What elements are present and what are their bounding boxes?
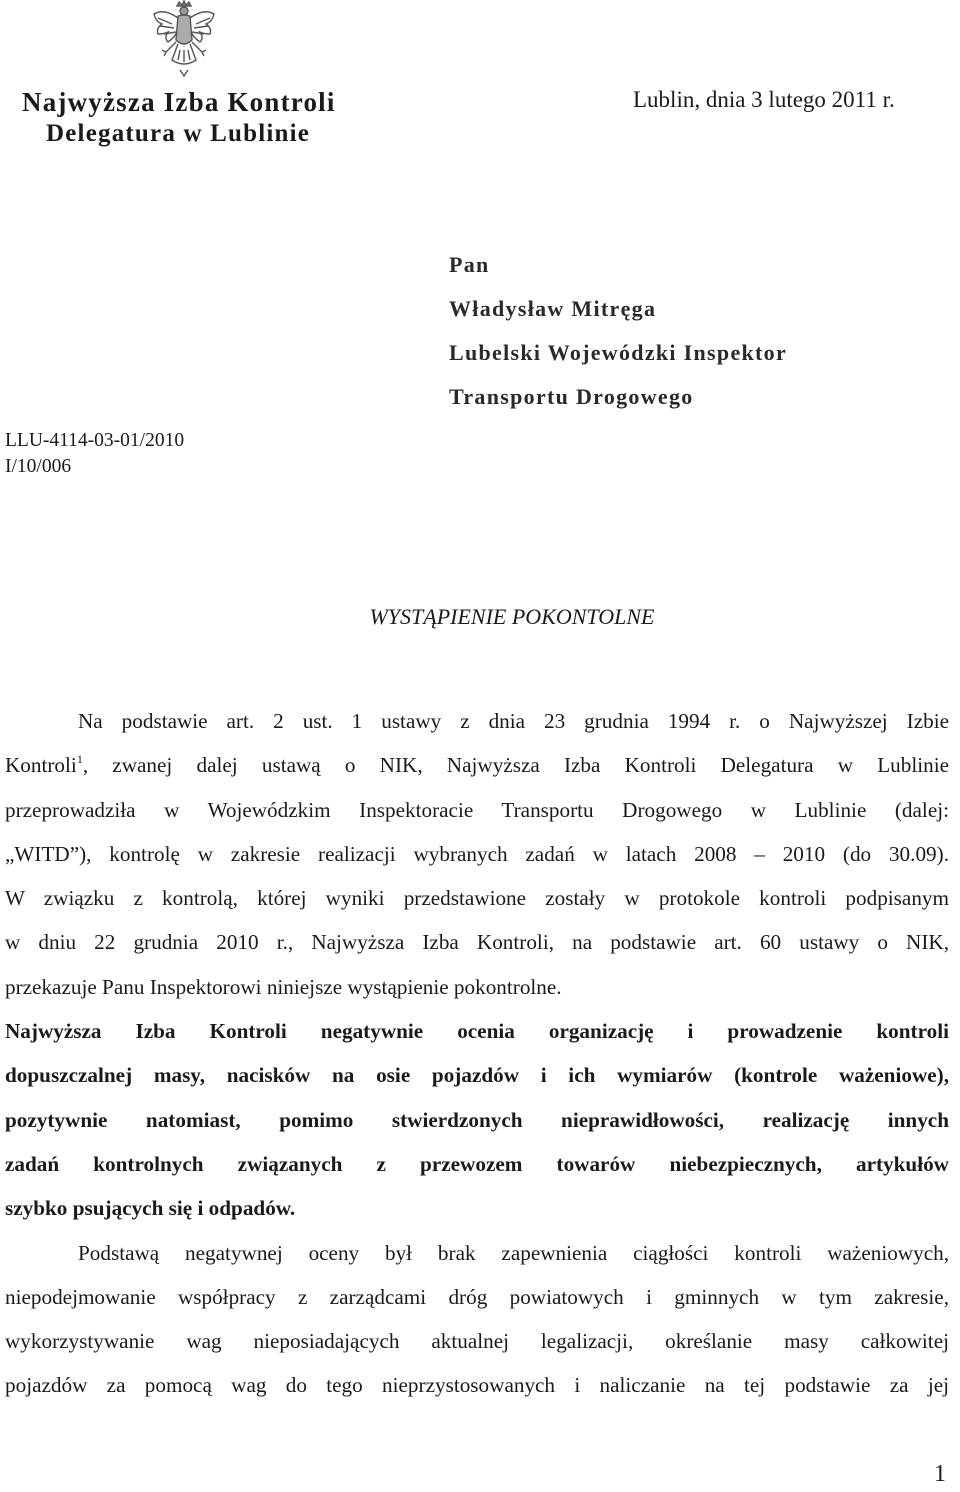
paragraph-line: przeprowadziła w Wojewódzkim Inspektoracie Transportu Drogowego w Lublinie (dalej: [5,797,949,822]
paragraph-line: Podstawą negatywnej oceny był brak zapewnienia ciągłości kontroli ważeniowych, [78,1240,949,1265]
paragraph-line: niepodejmowanie współpracy z zarządcami dróg powiatowych i gminnych w tym zakresie, [5,1284,949,1309]
assessment-line: pozytywnie natomiast, pomimo stwierdzonych nieprawidłowości, realizację innych [5,1107,949,1132]
paragraph-line: „WITD”), kontrolę w zakresie realizacji wybranych zadań w latach 2008 – 2010 (do 30.09). [5,841,949,866]
institution-name [22,86,336,150]
document-date: Lublin, dnia 3 lutego 2011 r. [633,87,895,112]
addressee-line4: Transportu Drogowego [449,384,694,409]
assessment-line: Najwyższa Izba Kontroli negatywnie ocenia organizację i prowadzenie kontroli [5,1019,949,1044]
text-fragment: Kontroli [5,753,77,778]
assessment-line: dopuszczalnej masy, nacisków na osie pojazdów i ich wymiarów (kontrole ważeniowe), [5,1063,949,1088]
paragraph-line: Na podstawie art. 2 ust. 1 ustawy z dnia 23 grudnia 1994 r. o Najwyższej Izbie [78,709,949,733]
institution-line1: Najwyższa Izba Kontroli [22,87,336,117]
assessment-line: szybko psujących się i odpadów. [5,1196,296,1221]
eagle-emblem-icon [150,0,218,78]
paragraph-line: pojazdów za pomocą wag do tego nieprzystosowanych i naliczanie na tej podstawie za jej [5,1373,949,1398]
paragraph-line [5,743,949,787]
document-title: WYSTĄPIENIE POKONTOLNE [369,604,655,629]
paragraph-line: przekazuje Panu Inspektorowi niniejsze wystąpienie pokontrolne. [5,974,562,999]
addressee-line1: Pan [449,252,490,277]
reference-code: I/10/006 [5,456,72,477]
paragraph-line: W związku z kontrolą, której wyniki przedstawione zostały w protokole kontroli podpisanym [5,886,949,911]
assessment-line: zadań kontrolnych związanych z przewozem towarów niebezpiecznych, artykułów [5,1151,949,1176]
document-body [5,699,949,1408]
reference-number: LLU-4114-03-01/2010 [5,430,185,451]
page-number: 1 [934,1461,946,1487]
paragraph-line: w dniu 22 grudnia 2010 r., Najwyższa Izba Kontroli, na podstawie art. 60 ustawy o NIK, [5,930,949,955]
addressee-line3: Lubelski Wojewódzki Inspektor [449,340,788,365]
footnote-ref: 1 [76,752,83,767]
text-fragment: , zwanej dalej ustawą o NIK, Najwyższa Izba Kontroli Delegatura w Lublinie [82,753,949,778]
reference-numbers [5,428,184,480]
institution-line2: Delegatura w Lublinie [46,120,311,147]
paragraph-line: wykorzystywanie wag nieposiadających aktualnej legalizacji, określanie masy całkowitej [5,1329,949,1354]
addressee-line2: Władysław Mitręga [449,296,657,321]
addressee-block [449,250,787,426]
